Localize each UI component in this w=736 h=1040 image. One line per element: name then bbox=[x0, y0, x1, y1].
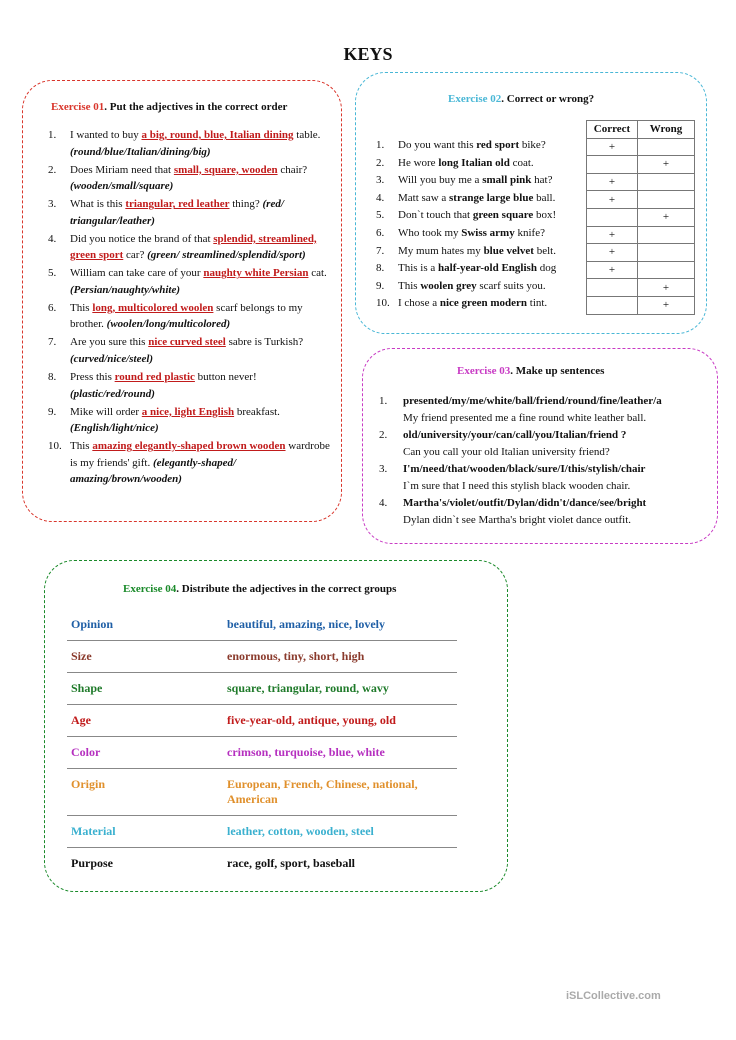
sentence-start: Will you buy me a bbox=[398, 174, 483, 187]
group-values: beautiful, amazing, nice, lovely bbox=[227, 617, 385, 631]
sentence-end: dog bbox=[536, 262, 557, 275]
sentence-start: Does Miriam need that bbox=[70, 163, 174, 176]
exercise-03-heading bbox=[457, 365, 604, 377]
exercise-03-instruction: . Make up sentences bbox=[510, 365, 605, 377]
table-row bbox=[587, 261, 695, 279]
exercise-04-label: Exercise 04 bbox=[123, 583, 177, 595]
sentence-end: hat? bbox=[531, 174, 553, 187]
sentence-end: sabre is Turkish? bbox=[225, 336, 304, 349]
answer-text: a big, round, blue, Italian dining bbox=[141, 129, 294, 141]
adjective-hint: (Persian/naughty/white) bbox=[70, 283, 181, 296]
exercise-01-box bbox=[22, 80, 342, 522]
list-item bbox=[48, 369, 334, 402]
item-number: 9. bbox=[376, 279, 385, 292]
item-number: 5. bbox=[376, 209, 385, 222]
item-number: 4. bbox=[376, 191, 385, 204]
adjective-hint: (English/light/nice) bbox=[70, 422, 159, 435]
item-number: 5. bbox=[48, 267, 57, 280]
sentence-end: scarf suits you. bbox=[476, 279, 546, 292]
exercise-02-heading bbox=[448, 93, 594, 105]
adjective-hint: (elegantly-shaped/ amazing/brown/wooden) bbox=[70, 456, 237, 486]
wrong-cell bbox=[638, 173, 695, 191]
sentence-end: bike? bbox=[519, 139, 546, 151]
exercise-04-heading bbox=[123, 583, 396, 595]
table-row bbox=[67, 609, 457, 641]
table-row bbox=[67, 673, 457, 705]
item-number: 1. bbox=[379, 395, 388, 407]
item-number: 3. bbox=[48, 198, 57, 211]
adjective-hint: (red/ triangular/leather) bbox=[70, 198, 284, 227]
group-values: leather, cotton, wooden, steel bbox=[227, 824, 374, 838]
answer-sentence: Dylan didn`t see Martha's bright violet dance outfit. bbox=[403, 514, 632, 526]
adjective-phrase: small pink bbox=[482, 174, 532, 187]
sentence-end: chair? bbox=[277, 163, 308, 176]
adjective-hint: (woolen/long/multicolored) bbox=[106, 318, 231, 331]
item-number: 3. bbox=[379, 463, 388, 475]
group-values: five-year-old, antique, young, old bbox=[227, 713, 396, 727]
exercise-03-label: Exercise 03 bbox=[457, 365, 511, 377]
group-name: Shape bbox=[71, 681, 103, 695]
sentence-end: button never! bbox=[194, 371, 257, 384]
list-item bbox=[48, 162, 334, 195]
correct-cell bbox=[587, 279, 638, 297]
group-name: Material bbox=[71, 824, 116, 838]
correct-wrong-table bbox=[586, 120, 695, 315]
table-row bbox=[587, 279, 695, 297]
table-row bbox=[587, 191, 695, 209]
sentence-row bbox=[376, 260, 588, 278]
adjective-phrase: woolen grey bbox=[420, 279, 477, 292]
answer-text: naughty white Persian bbox=[203, 267, 309, 280]
list-item bbox=[48, 334, 334, 367]
adjective-hint: (plastic/red/round) bbox=[70, 387, 155, 400]
adjective-groups-table bbox=[67, 609, 457, 879]
answer-text: long, multicolored woolen bbox=[92, 301, 214, 314]
list-item bbox=[379, 495, 699, 529]
item-number: 9. bbox=[48, 405, 57, 418]
table-row bbox=[67, 737, 457, 769]
adjective-phrase: green square bbox=[472, 209, 534, 222]
list-item bbox=[379, 393, 699, 427]
sentence-start: William can take care of your bbox=[70, 267, 204, 280]
group-values: race, golf, sport, baseball bbox=[227, 856, 355, 870]
item-number: 4. bbox=[379, 497, 388, 509]
exercise-02-instruction: . Correct or wrong? bbox=[501, 93, 595, 105]
wrong-cell bbox=[638, 138, 695, 156]
correct-cell: + bbox=[587, 261, 638, 279]
wrong-cell: + bbox=[638, 208, 695, 226]
table-row bbox=[67, 705, 457, 737]
adjective-phrase: half-year-old English bbox=[438, 262, 537, 275]
answer-text: nice curved steel bbox=[148, 336, 226, 349]
exercise-02-label: Exercise 02 bbox=[448, 93, 502, 105]
item-number: 3. bbox=[376, 174, 385, 187]
sentence-end: breakfast. bbox=[234, 405, 280, 418]
adjective-phrase: nice green modern bbox=[439, 297, 528, 310]
table-row bbox=[587, 244, 695, 262]
list-item bbox=[379, 427, 699, 461]
col-wrong-header: Wrong bbox=[638, 121, 695, 139]
wrong-cell bbox=[638, 191, 695, 209]
wrong-cell bbox=[638, 261, 695, 279]
exercise-01-heading bbox=[51, 101, 287, 113]
answer-text: splendid, streamlined, green sport bbox=[70, 232, 317, 262]
group-name: Purpose bbox=[71, 856, 113, 870]
sentence-start: What is this bbox=[70, 198, 126, 211]
wrong-cell bbox=[638, 226, 695, 244]
list-item bbox=[48, 438, 334, 488]
adjective-hint: (round/blue/Italian/dining/big) bbox=[70, 145, 211, 158]
correct-cell bbox=[587, 156, 638, 174]
exercise-04-box bbox=[44, 560, 508, 892]
table-row bbox=[587, 173, 695, 191]
sentence-row bbox=[376, 243, 588, 261]
item-number: 2. bbox=[376, 156, 385, 169]
adjective-phrase: red sport bbox=[476, 139, 520, 151]
sentence-end: belt. bbox=[533, 244, 556, 257]
sentence-start: Do you want this bbox=[398, 139, 477, 151]
sentence-start: Don`t touch that bbox=[398, 209, 473, 222]
wrong-cell: + bbox=[638, 279, 695, 297]
wrong-cell bbox=[638, 244, 695, 262]
sentence-start: Mike will order bbox=[70, 405, 142, 418]
item-number: 8. bbox=[48, 371, 57, 384]
correct-cell: + bbox=[587, 173, 638, 191]
wrong-cell: + bbox=[638, 156, 695, 174]
sentence-start: I wanted to buy bbox=[70, 129, 142, 141]
wrong-cell: + bbox=[638, 296, 695, 314]
item-number: 4. bbox=[48, 232, 57, 245]
answer-sentence: I`m sure that I need this stylish black wooden chair. bbox=[403, 480, 631, 492]
page-title: KEYS bbox=[343, 44, 393, 64]
exercise-02-box bbox=[355, 72, 707, 334]
sentence-row bbox=[376, 225, 588, 243]
adjective-phrase: long Italian old bbox=[438, 156, 510, 169]
exercise-03-list bbox=[379, 393, 699, 529]
correct-cell bbox=[587, 296, 638, 314]
table-row bbox=[587, 138, 695, 156]
sentence-start: Press this bbox=[70, 371, 115, 384]
group-name: Age bbox=[71, 713, 91, 727]
list-item bbox=[48, 231, 334, 264]
table-row bbox=[67, 769, 457, 816]
watermark: iSLCollective.com bbox=[566, 990, 661, 1002]
sentence-end: box! bbox=[533, 209, 557, 222]
answer-text: small, square, wooden bbox=[173, 163, 278, 176]
adjective-hint: (wooden/small/square) bbox=[70, 180, 174, 193]
adjective-hint: (curved/nice/steel) bbox=[70, 353, 154, 366]
group-values: European, French, Chinese, national, American bbox=[227, 777, 418, 806]
answer-text: triangular, red leather bbox=[125, 198, 230, 211]
item-number: 7. bbox=[48, 336, 57, 349]
adjective-phrase: blue velvet bbox=[483, 244, 534, 257]
table-row bbox=[587, 208, 695, 226]
scrambled-words: presented/my/me/white/ball/friend/round/fine/leather/a bbox=[403, 395, 662, 407]
adjective-phrase: strange large blue bbox=[449, 191, 534, 204]
sentence-row bbox=[376, 207, 588, 225]
table-row bbox=[67, 848, 457, 879]
item-number: 2. bbox=[48, 163, 57, 176]
exercise-03-box bbox=[362, 348, 718, 544]
item-number: 6. bbox=[376, 226, 385, 239]
sentence-start: This is a bbox=[398, 262, 439, 275]
list-item bbox=[48, 300, 334, 333]
table-row bbox=[587, 156, 695, 174]
sentence-start: Did you notice the brand of that bbox=[70, 232, 214, 245]
sentence-start: Matt saw a bbox=[398, 191, 450, 204]
scrambled-words: I'm/need/that/wooden/black/sure/I/this/stylish/chair bbox=[403, 463, 646, 475]
group-name: Size bbox=[71, 649, 92, 663]
exercise-02-sentences bbox=[376, 137, 588, 313]
sentence-row bbox=[376, 190, 588, 208]
sentence-end: coat. bbox=[509, 156, 534, 169]
adjective-phrase: Swiss army bbox=[461, 226, 515, 239]
sentence-row bbox=[376, 295, 588, 313]
table-row bbox=[587, 296, 695, 314]
sentence-start: Are you sure this bbox=[70, 336, 149, 349]
sentence-end: scarf belongs to my brother. bbox=[70, 301, 303, 331]
correct-cell: + bbox=[587, 138, 638, 156]
list-item bbox=[48, 265, 334, 298]
group-name: Origin bbox=[71, 777, 106, 791]
sentence-end: tint. bbox=[527, 297, 548, 310]
item-number: 8. bbox=[376, 262, 385, 275]
exercise-01-list bbox=[48, 127, 334, 489]
sentence-end: ball. bbox=[533, 191, 556, 204]
sentence-end: knife? bbox=[514, 226, 545, 239]
exercise-04-instruction: . Distribute the adjectives in the correct groups bbox=[176, 583, 397, 595]
sentence-start: This bbox=[70, 301, 93, 314]
group-values: crimson, turquoise, blue, white bbox=[227, 745, 385, 759]
table-row bbox=[67, 641, 457, 673]
answer-text: amazing elegantly-shaped brown wooden bbox=[92, 440, 286, 453]
scrambled-words: Martha's/violet/outfit/Dylan/didn't/dance/see/bright bbox=[403, 497, 647, 509]
item-number: 10. bbox=[48, 440, 62, 453]
group-name: Color bbox=[71, 745, 101, 759]
sentence-end: cat. bbox=[308, 267, 327, 280]
sentence-row bbox=[376, 155, 588, 173]
item-number: 1. bbox=[376, 139, 385, 151]
scrambled-words: old/university/your/can/call/you/Italian/friend ? bbox=[403, 429, 627, 441]
correct-cell bbox=[587, 208, 638, 226]
sentence-end: table. bbox=[293, 129, 321, 141]
sentence-end: thing? bbox=[229, 198, 263, 211]
correct-cell: + bbox=[587, 191, 638, 209]
sentence-row bbox=[376, 172, 588, 190]
answer-sentence: Can you call your old Italian university friend? bbox=[403, 446, 610, 458]
adjective-hint: (green/ streamlined/splendid/sport) bbox=[147, 249, 306, 262]
list-item bbox=[48, 127, 334, 160]
item-number: 6. bbox=[48, 301, 57, 314]
sentence-start: This bbox=[398, 279, 421, 292]
group-values: square, triangular, round, wavy bbox=[227, 681, 389, 695]
answer-sentence: My friend presented me a fine round white leather ball. bbox=[403, 412, 647, 424]
correct-cell: + bbox=[587, 244, 638, 262]
exercise-01-instruction: . Put the adjectives in the correct order bbox=[104, 101, 288, 113]
answer-text: round red plastic bbox=[114, 371, 195, 384]
sentence-start: I chose a bbox=[398, 297, 440, 310]
list-item bbox=[379, 461, 699, 495]
group-name: Opinion bbox=[71, 617, 114, 631]
sentence-row bbox=[376, 278, 588, 296]
list-item bbox=[48, 404, 334, 437]
sentence-end: wardrobe is my friends' gift. bbox=[70, 440, 330, 469]
correct-cell: + bbox=[587, 226, 638, 244]
sentence-row bbox=[376, 137, 588, 155]
group-values: enormous, tiny, short, high bbox=[227, 649, 365, 663]
item-number: 2. bbox=[379, 429, 388, 441]
table-row bbox=[587, 226, 695, 244]
sentence-start: My mum hates my bbox=[398, 244, 484, 257]
item-number: 10. bbox=[376, 297, 390, 310]
sentence-start: He wore bbox=[398, 156, 439, 169]
table-row bbox=[67, 816, 457, 848]
sentence-start: Who took my bbox=[398, 226, 462, 239]
answer-text: a nice, light English bbox=[141, 405, 235, 418]
exercise-01-label: Exercise 01 bbox=[51, 101, 105, 113]
list-item bbox=[48, 196, 334, 229]
col-correct-header: Correct bbox=[587, 121, 638, 139]
sentence-start: This bbox=[70, 440, 93, 453]
item-number: 7. bbox=[376, 244, 385, 257]
sentence-end: car? bbox=[123, 249, 148, 262]
item-number: 1. bbox=[48, 129, 57, 141]
